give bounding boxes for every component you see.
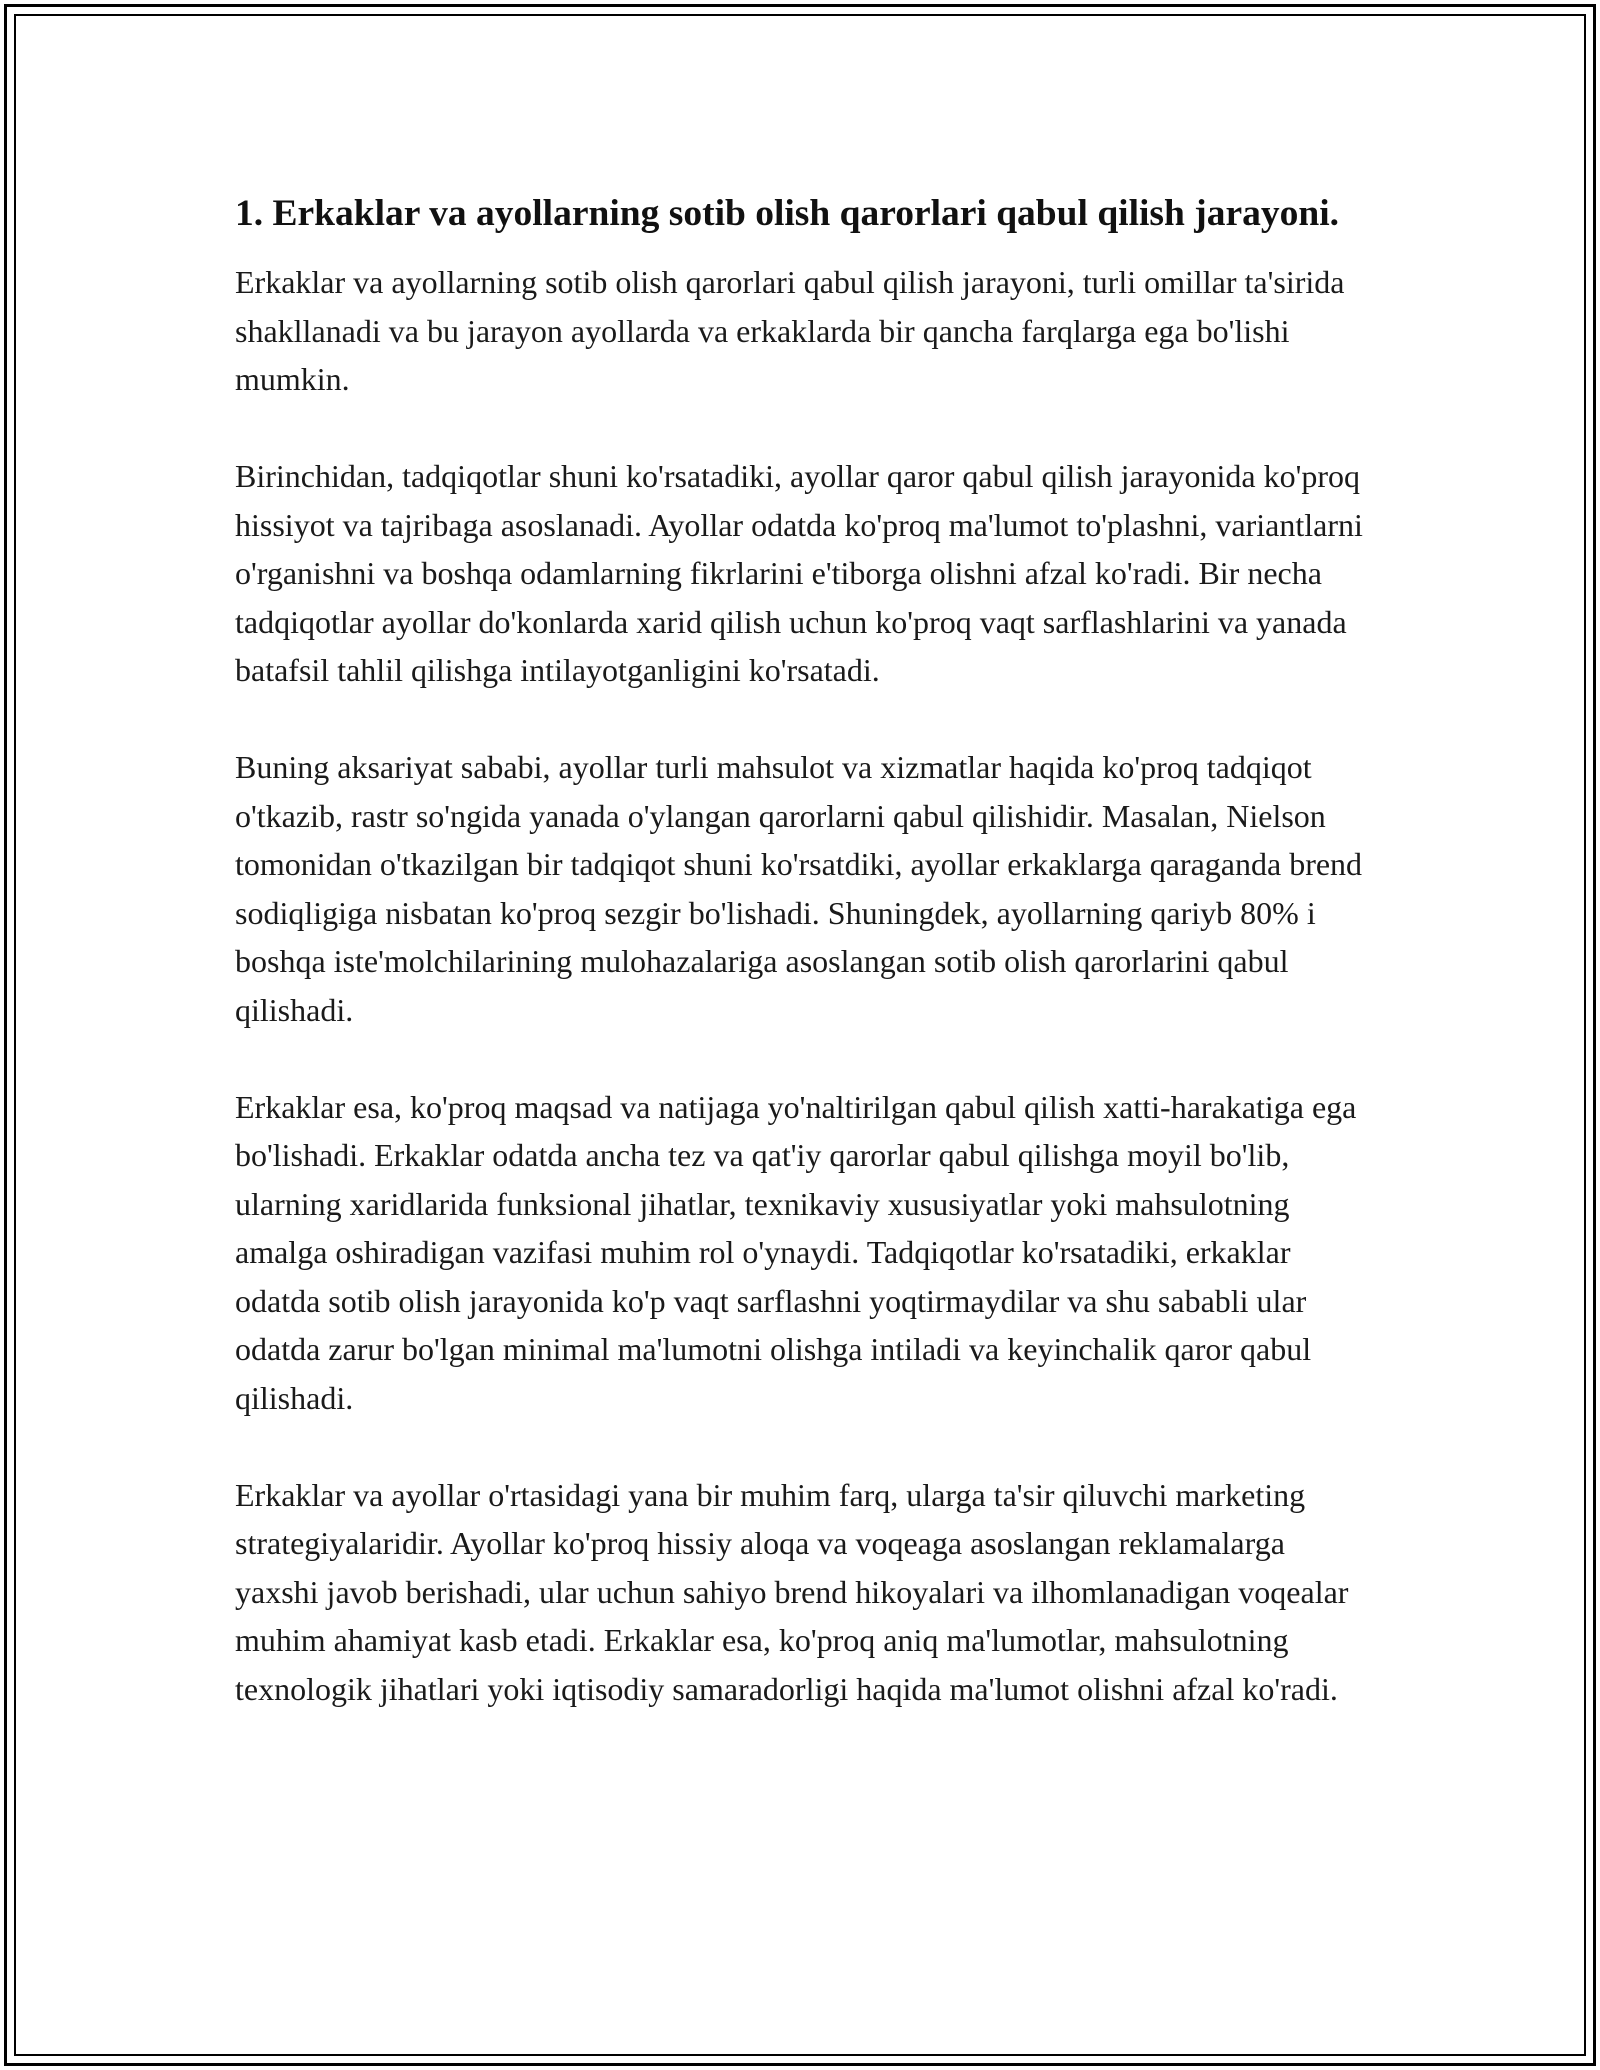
- section-heading: 1. Erkaklar va ayollarning sotib olish qarorlari qabul qilish jarayoni.: [235, 193, 1340, 234]
- paragraph-intro: Erkaklar va ayollarning sotib olish qarorlari qabul qilish jarayoni, turli omillar ta'sirida shakllanadi va bu jarayon ayollarda va erkaklarda bir qancha farqlarga ega bo'lishi mumkin.: [235, 264, 1345, 397]
- paragraph-marketing-difference: Erkaklar va ayollar o'rtasidagi yana bir muhim farq, ularga ta'sir qiluvchi marketing strategiyalaridir. Ayollar ko'proq hissiy aloqa va voqeaga asoslangan reklamalarga yaxshi javob berishadi, ular uchun sahiyo brend hikoyalari va ilhomlanadigan voqealar muhim ahamiyat kasb etadi. Erkaklar esa, ko'proq aniq ma'lumotlar, mahsulotning texnologik jihatlari yoki iqtisodiy samaradorligi haqida ma'lumot olishni afzal ko'radi.: [235, 1476, 1349, 1707]
- paragraph-men-decision: Erkaklar esa, ko'proq maqsad va natijaga yo'naltirilgan qabul qilish xatti-harakatiga ega bo'lishadi. Erkaklar odatda ancha tez va qat'iy qarorlar qabul qilishga moyil bo'lib, ularning xaridlarida funksional jihatlar, texnikaviy xususiyatlar yoki mahsulotning amalga oshiradigan vazifasi muhim rol o'ynaydi. Tadqiqotlar ko'rsatadiki, erkaklar odatda sotib olish jarayonida ko'p vaqt sarflashni yoqtirmaydilar va shu sababli ular odatda zarur bo'lgan minimal ma'lumotni olishga intiladi va keyinchalik qaror qabul qilishadi.: [235, 1088, 1357, 1416]
- paragraph-women-decision: Birinchidan, tadqiqotlar shuni ko'rsatadiki, ayollar qaror qabul qilish jarayonida ko'proq hissiyot va tajribaga asoslanadi. Ayollar odatda ko'proq ma'lumot to'plashni, variantlarni o'rganishni va boshqa odamlarning fikrlarini e'tiborga olishni afzal ko'radi. Bir necha tadqiqotlar ayollar do'konlarda xarid qilish uchun ko'proq vaqt sarflashlarini va yanada batafsil tahlil qilishga intilayotganligini ko'rsatadi.: [235, 458, 1363, 688]
- document-body: [235, 188, 1375, 1713]
- paragraph-women-research: Buning aksariyat sababi, ayollar turli mahsulot va xizmatlar haqida ko'proq tadqiqot o'tkazib, rastr so'ngida yanada o'ylangan qarorlarni qabul qilishidir. Masalan, Nielson tomonidan o'tkazilgan bir tadqiqot shuni ko'rsatdiki, ayollar erkaklarga qaraganda brend sodiqligiga nisbatan ko'proq sezgir bo'lishadi. Shuningdek, ayollarning qariyb 80% i boshqa iste'molchilarining mulohazalariga asoslangan sotib olish qarorlarini qabul qilishadi.: [235, 749, 1363, 1028]
